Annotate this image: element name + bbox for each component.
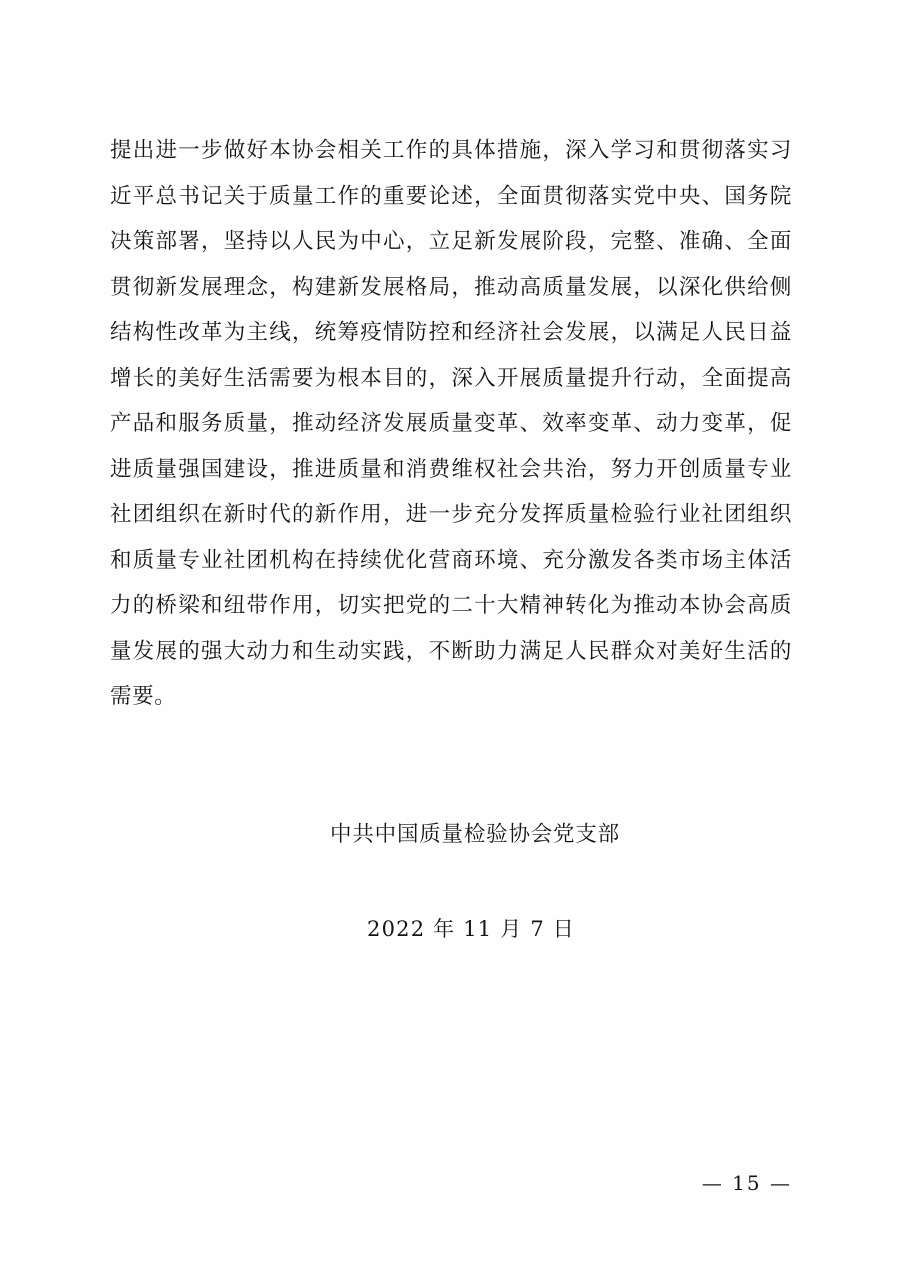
signature-line: 中共中国质量检验协会党支部 (330, 822, 620, 847)
signature-block (110, 818, 792, 944)
body-text-block (110, 128, 792, 720)
page-number: — 15 — (701, 1171, 792, 1195)
body-paragraph: 提出进一步做好本协会相关工作的具体措施，深入学习和贯彻落实习近平总书记关于质量工作的重要论述，全面贯彻落实党中央、国务院决策部署，坚持以人民为中心，立足新发展阶段，完整、准确、全面贯彻新发展理念，构建新发展格局，推动高质量发展，以深化供给侧结构性改革为主线，统筹疫情防控和经济社会发展，以满足人民日益增长的美好生活需要为根本目的，深入开展质量提升行动，全面提高产品和服务质量，推动经济发展质量变革、效率变革、动力变革，促进质量强国建设，推进质量和消费维权社会共治，努力开创质量专业社团组织在新时代的新作用，进一步充分发挥质量检验行业社团组织和质量专业社团机构在持续优化营商环境、充分激发各类市场主体活力的桥梁和纽带作用，切实把党的二十大精神转化为推动本协会高质量发展的强大动力和生动实践，不断助力满足人民群众对美好生活的需要。 (110, 138, 792, 709)
date-line: 2022 年 11 月 7 日 (367, 917, 575, 941)
